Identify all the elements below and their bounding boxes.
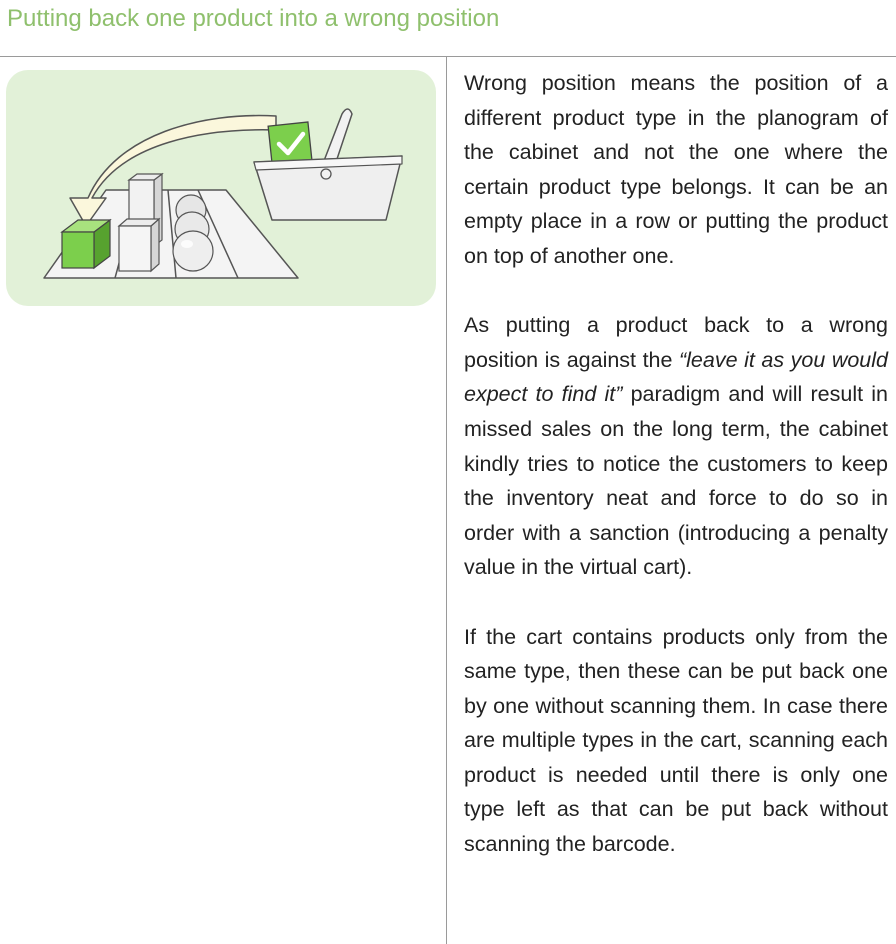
- column-divider: [446, 57, 447, 944]
- shelf-product-sphere: [173, 231, 213, 271]
- description-text: [464, 66, 888, 896]
- paragraph-sanction: As putting a product back to a wrong position is against the “leave it as you would expect to find it” paradigm and will result in missed sales on the long term, the cabinet kindly tries to notice the customers to keep the inventory neat and force to do so in order with a sanction (introducing a penalty value in the virtual cart).: [464, 313, 888, 580]
- paragraph-scanning: If the cart contains products only from the same type, then these can be put back one by one without scanning them. In case there are multiple types in the cart, scanning each product is needed until there is only one type left as that can be put back without scanning the barcode.: [464, 624, 888, 857]
- basket-handle-pivot: [321, 169, 331, 179]
- green-product: [62, 232, 94, 268]
- paradigm-quote: “leave it as you would expect to find it”: [464, 347, 888, 407]
- shelf-product-box-side: [151, 219, 159, 271]
- product-return-icon: [6, 70, 436, 306]
- paragraph-wrong-position: Wrong position means the position of a different product type in the planogram of the cabinet and not the one where the certain product type belongs. It can be an empty place in a row or putting the product on top of another one.: [464, 71, 888, 268]
- shelf-product-box: [119, 226, 151, 271]
- title-divider: [0, 56, 896, 57]
- product-return-illustration: [6, 70, 436, 306]
- basket-product-green: [268, 122, 312, 164]
- section-title: Putting back one product into a wrong position: [7, 5, 500, 32]
- shelf-product-box-top: [119, 219, 159, 226]
